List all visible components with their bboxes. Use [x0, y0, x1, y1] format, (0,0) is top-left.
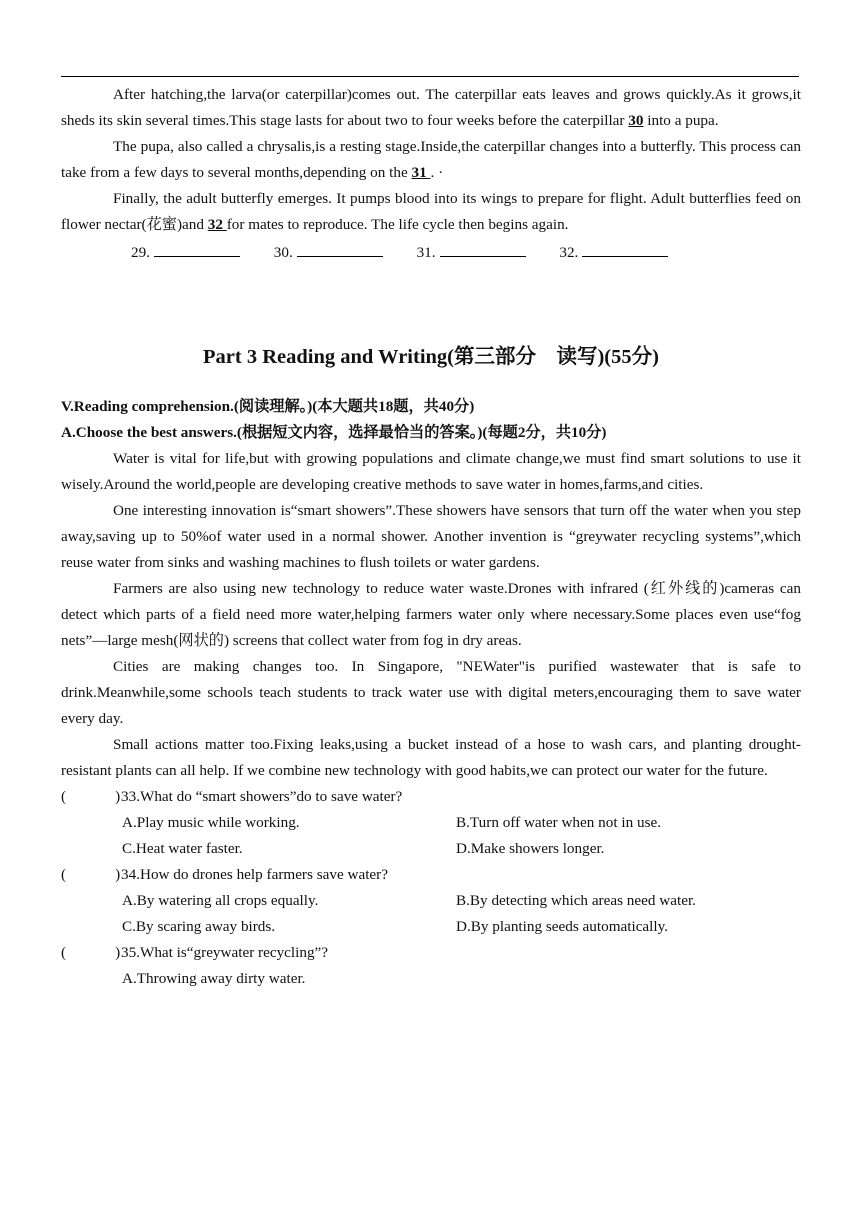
- answer-bracket[interactable]: ( ): [61, 944, 121, 961]
- answer-line[interactable]: [297, 242, 383, 257]
- question-text: 35.What is“greywater recycling”?: [121, 944, 329, 961]
- paragraph-text: The pupa, also called a chrysalis,is a resting stage.Inside,the caterpillar changes into a butterfly. This process can take from a few days to several months,depending on the: [61, 138, 801, 181]
- answer-bracket[interactable]: ( ): [61, 866, 121, 883]
- question-35: [61, 940, 801, 966]
- option-a: A.By watering all crops equally.: [122, 892, 319, 909]
- blank-31: 31: [411, 164, 431, 181]
- question-33: [61, 784, 801, 810]
- option-b: B.Turn off water when not in use.: [456, 814, 662, 831]
- section-heading-v: V.Reading comprehension.(阅读理解。)(本大题共18题，共40分): [61, 398, 475, 415]
- answer-blank-32: 32.: [559, 240, 668, 266]
- paragraph-text: . ·: [430, 164, 444, 181]
- question-text: 34.How do drones help farmers save water?: [121, 866, 388, 883]
- document-page: [61, 82, 801, 992]
- question-34: [61, 862, 801, 888]
- paragraph-text: After hatching,the larva(or caterpillar)comes out. The caterpillar eats leaves and grows quickly.As it grows,it sheds its skin several times.This stage lasts for about two to four weeks before the caterpillar: [61, 86, 801, 129]
- paragraph-text: for mates to reproduce. The life cycle then begins again.: [226, 216, 569, 233]
- answer-blank-31: 31.: [417, 240, 526, 266]
- passage-paragraph-4: Cities are making changes too. In Singapore, "NEWater"is purified wastewater that is safe to drink.Meanwhile,some schools teach students to track water use with digital meters,encouraging them to save water every day.: [61, 658, 801, 727]
- option-c: C.By scaring away birds.: [122, 918, 276, 935]
- answer-bracket[interactable]: ( ): [61, 788, 121, 805]
- blank-30: 30: [628, 112, 644, 129]
- blank-32: 32: [207, 216, 227, 233]
- question-text: 33.What do “smart showers”do to save water?: [121, 788, 403, 805]
- answer-blank-29: 29.: [131, 240, 240, 266]
- option-d: D.Make showers longer.: [456, 840, 605, 857]
- options-row: [61, 810, 801, 836]
- passage-paragraph-3: Farmers are also using new technology to reduce water waste.Drones with infrared (红外线的)cameras can detect which parts of a field need more water,helping farmers water only where necessary.Some places even use“fog nets”—large mesh(网状的) screens that collect water from fog in dry areas.: [61, 580, 801, 649]
- passage-paragraph-2: One interesting innovation is“smart showers”.These showers have sensors that turn off the water when you step away,saving up to 50%of water used in a normal shower. Another invention is “greywater recycling systems”,which reuse water from sinks and washing machines to flush toilets or water gardens.: [61, 502, 801, 571]
- section-heading-a: A.Choose the best answers.(根据短文内容，选择最恰当的答案。)(每题2分，共10分): [61, 424, 607, 441]
- header-rule: [61, 76, 799, 77]
- answer-line[interactable]: [154, 242, 240, 257]
- paragraph-text: into a pupa.: [643, 112, 719, 129]
- cloze-paragraph-1: [61, 82, 801, 134]
- passage-paragraph-5: Small actions matter too.Fixing leaks,using a bucket instead of a hose to wash cars, and planting drought-resistant plants can all help. If we combine new technology with good habits,we can protect our water for the future.: [61, 736, 801, 779]
- cloze-paragraph-3: [61, 186, 801, 238]
- options-row: [61, 914, 801, 940]
- cloze-paragraph-2: [61, 134, 801, 186]
- answer-blank-30: 30.: [274, 240, 383, 266]
- option-d: D.By planting seeds automatically.: [456, 918, 669, 935]
- options-row: [61, 888, 801, 914]
- answer-line[interactable]: [582, 242, 668, 257]
- answer-line[interactable]: [440, 242, 526, 257]
- option-b: B.By detecting which areas need water.: [456, 892, 696, 909]
- paragraph-text: Finally, the adult butterfly emerges. It pumps blood into its wings to prepare for flight. Adult butterflies feed on flower nectar(花蜜)and: [61, 190, 801, 233]
- passage-paragraph-1: Water is vital for life,but with growing populations and climate change,we must find smart solutions to use it wisely.Around the world,people are developing creative methods to save water in homes,farms,and cities.: [61, 450, 801, 493]
- option-c: C.Heat water faster.: [122, 840, 243, 857]
- options-row: [61, 966, 801, 992]
- part-title: Part 3 Reading and Writing(第三部分 读写)(55分): [203, 346, 659, 368]
- option-a: A.Throwing away dirty water.: [122, 970, 306, 987]
- option-a: A.Play music while working.: [122, 814, 300, 831]
- options-row: [61, 836, 801, 862]
- answer-blanks: [61, 240, 801, 266]
